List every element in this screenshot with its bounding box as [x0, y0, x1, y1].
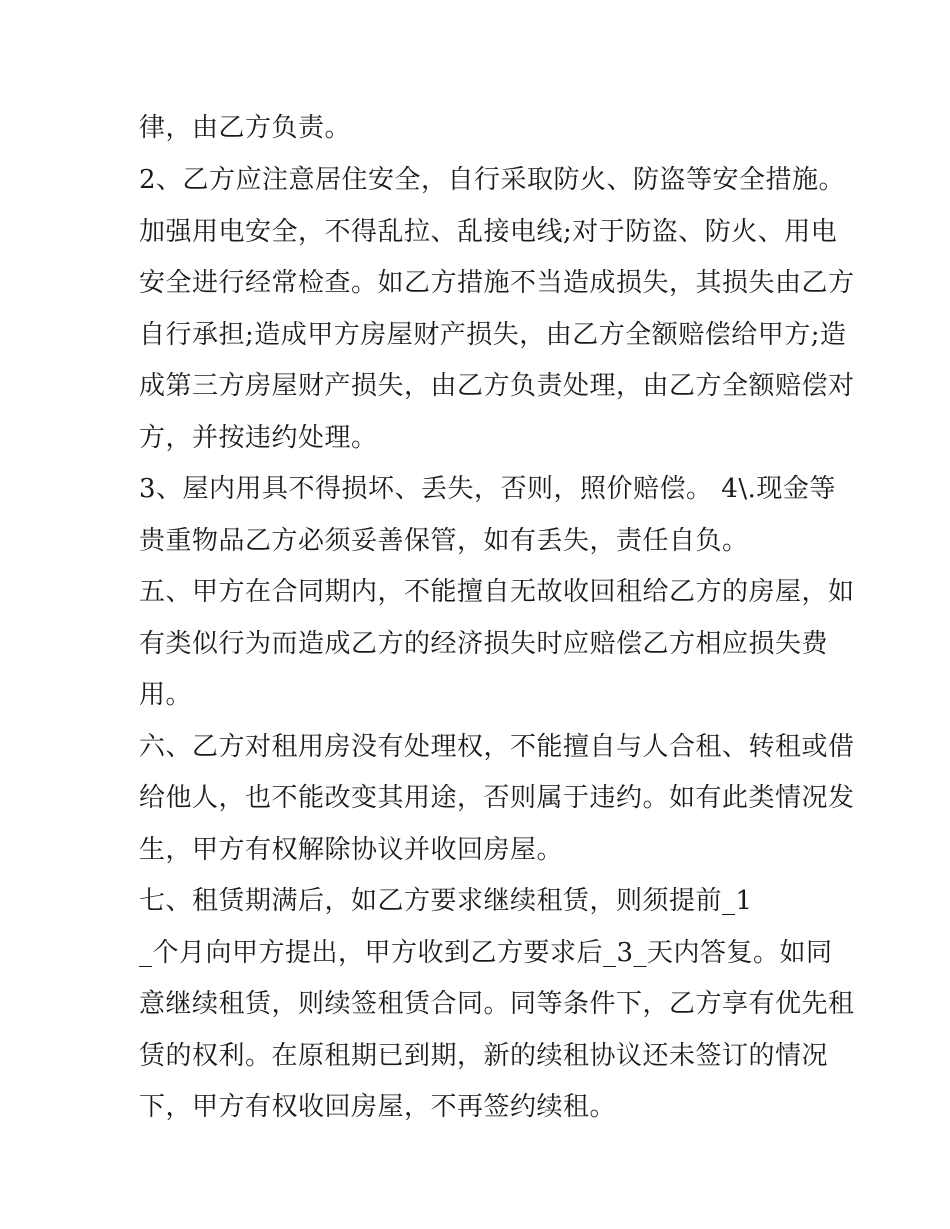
text-line: 方，并按违约处理。 — [139, 423, 378, 453]
text-line: 3、屋内用具不得损坏、丢失，否则，照价赔偿。 4\.现金等 — [139, 474, 836, 504]
text-line: 七、租赁期满后，如乙方要求继续租赁，则须提前_1 — [139, 886, 753, 916]
text-line: 自行承担;造成甲方房屋财产损失，由乙方全额赔偿给甲方;造 — [139, 320, 847, 350]
text-line: 加强用电安全，不得乱拉、乱接电线;对于防盗、防火、用电 — [139, 217, 838, 247]
text-line: 有类似行为而造成乙方的经济损失时应赔偿乙方相应损失费 — [139, 629, 829, 659]
text-line: 成第三方房屋财产损失，由乙方负责处理，由乙方全额赔偿对 — [139, 371, 855, 401]
text-line: 安全进行经常检查。如乙方措施不当造成损失，其损失由乙方 — [139, 268, 855, 298]
text-line: 生，甲方有权解除协议并收回房屋。 — [139, 835, 564, 865]
text-line: 给他人，也不能改变其用途，否则属于违约。如有此类情况发 — [139, 783, 855, 813]
text-line: 贵重物品乙方必须妥善保管，如有丢失，责任自负。 — [139, 526, 749, 556]
text-line: 六、乙方对租用房没有处理权，不能擅自与人合租、转租或借 — [139, 732, 855, 762]
text-line: 律，由乙方负责。 — [139, 113, 352, 143]
text-line: 2、乙方应注意居住安全，自行采取防火、防盗等安全措施。 — [139, 165, 846, 195]
text-line: 赁的权利。在原租期已到期，新的续租协议还未签订的情况 — [139, 1041, 829, 1071]
text-line: 用。 — [139, 680, 193, 710]
text-line: 五、甲方在合同期内，不能擅自无故收回租给乙方的房屋，如 — [139, 577, 855, 607]
text-line: _个月向甲方提出，甲方收到乙方要求后_3_天内答复。如同 — [139, 938, 833, 968]
text-line: 下，甲方有权收回房屋，不再签约续租。 — [139, 1092, 617, 1122]
text-line: 意继续租赁，则续签租赁合同。同等条件下，乙方享有优先租 — [139, 989, 855, 1019]
